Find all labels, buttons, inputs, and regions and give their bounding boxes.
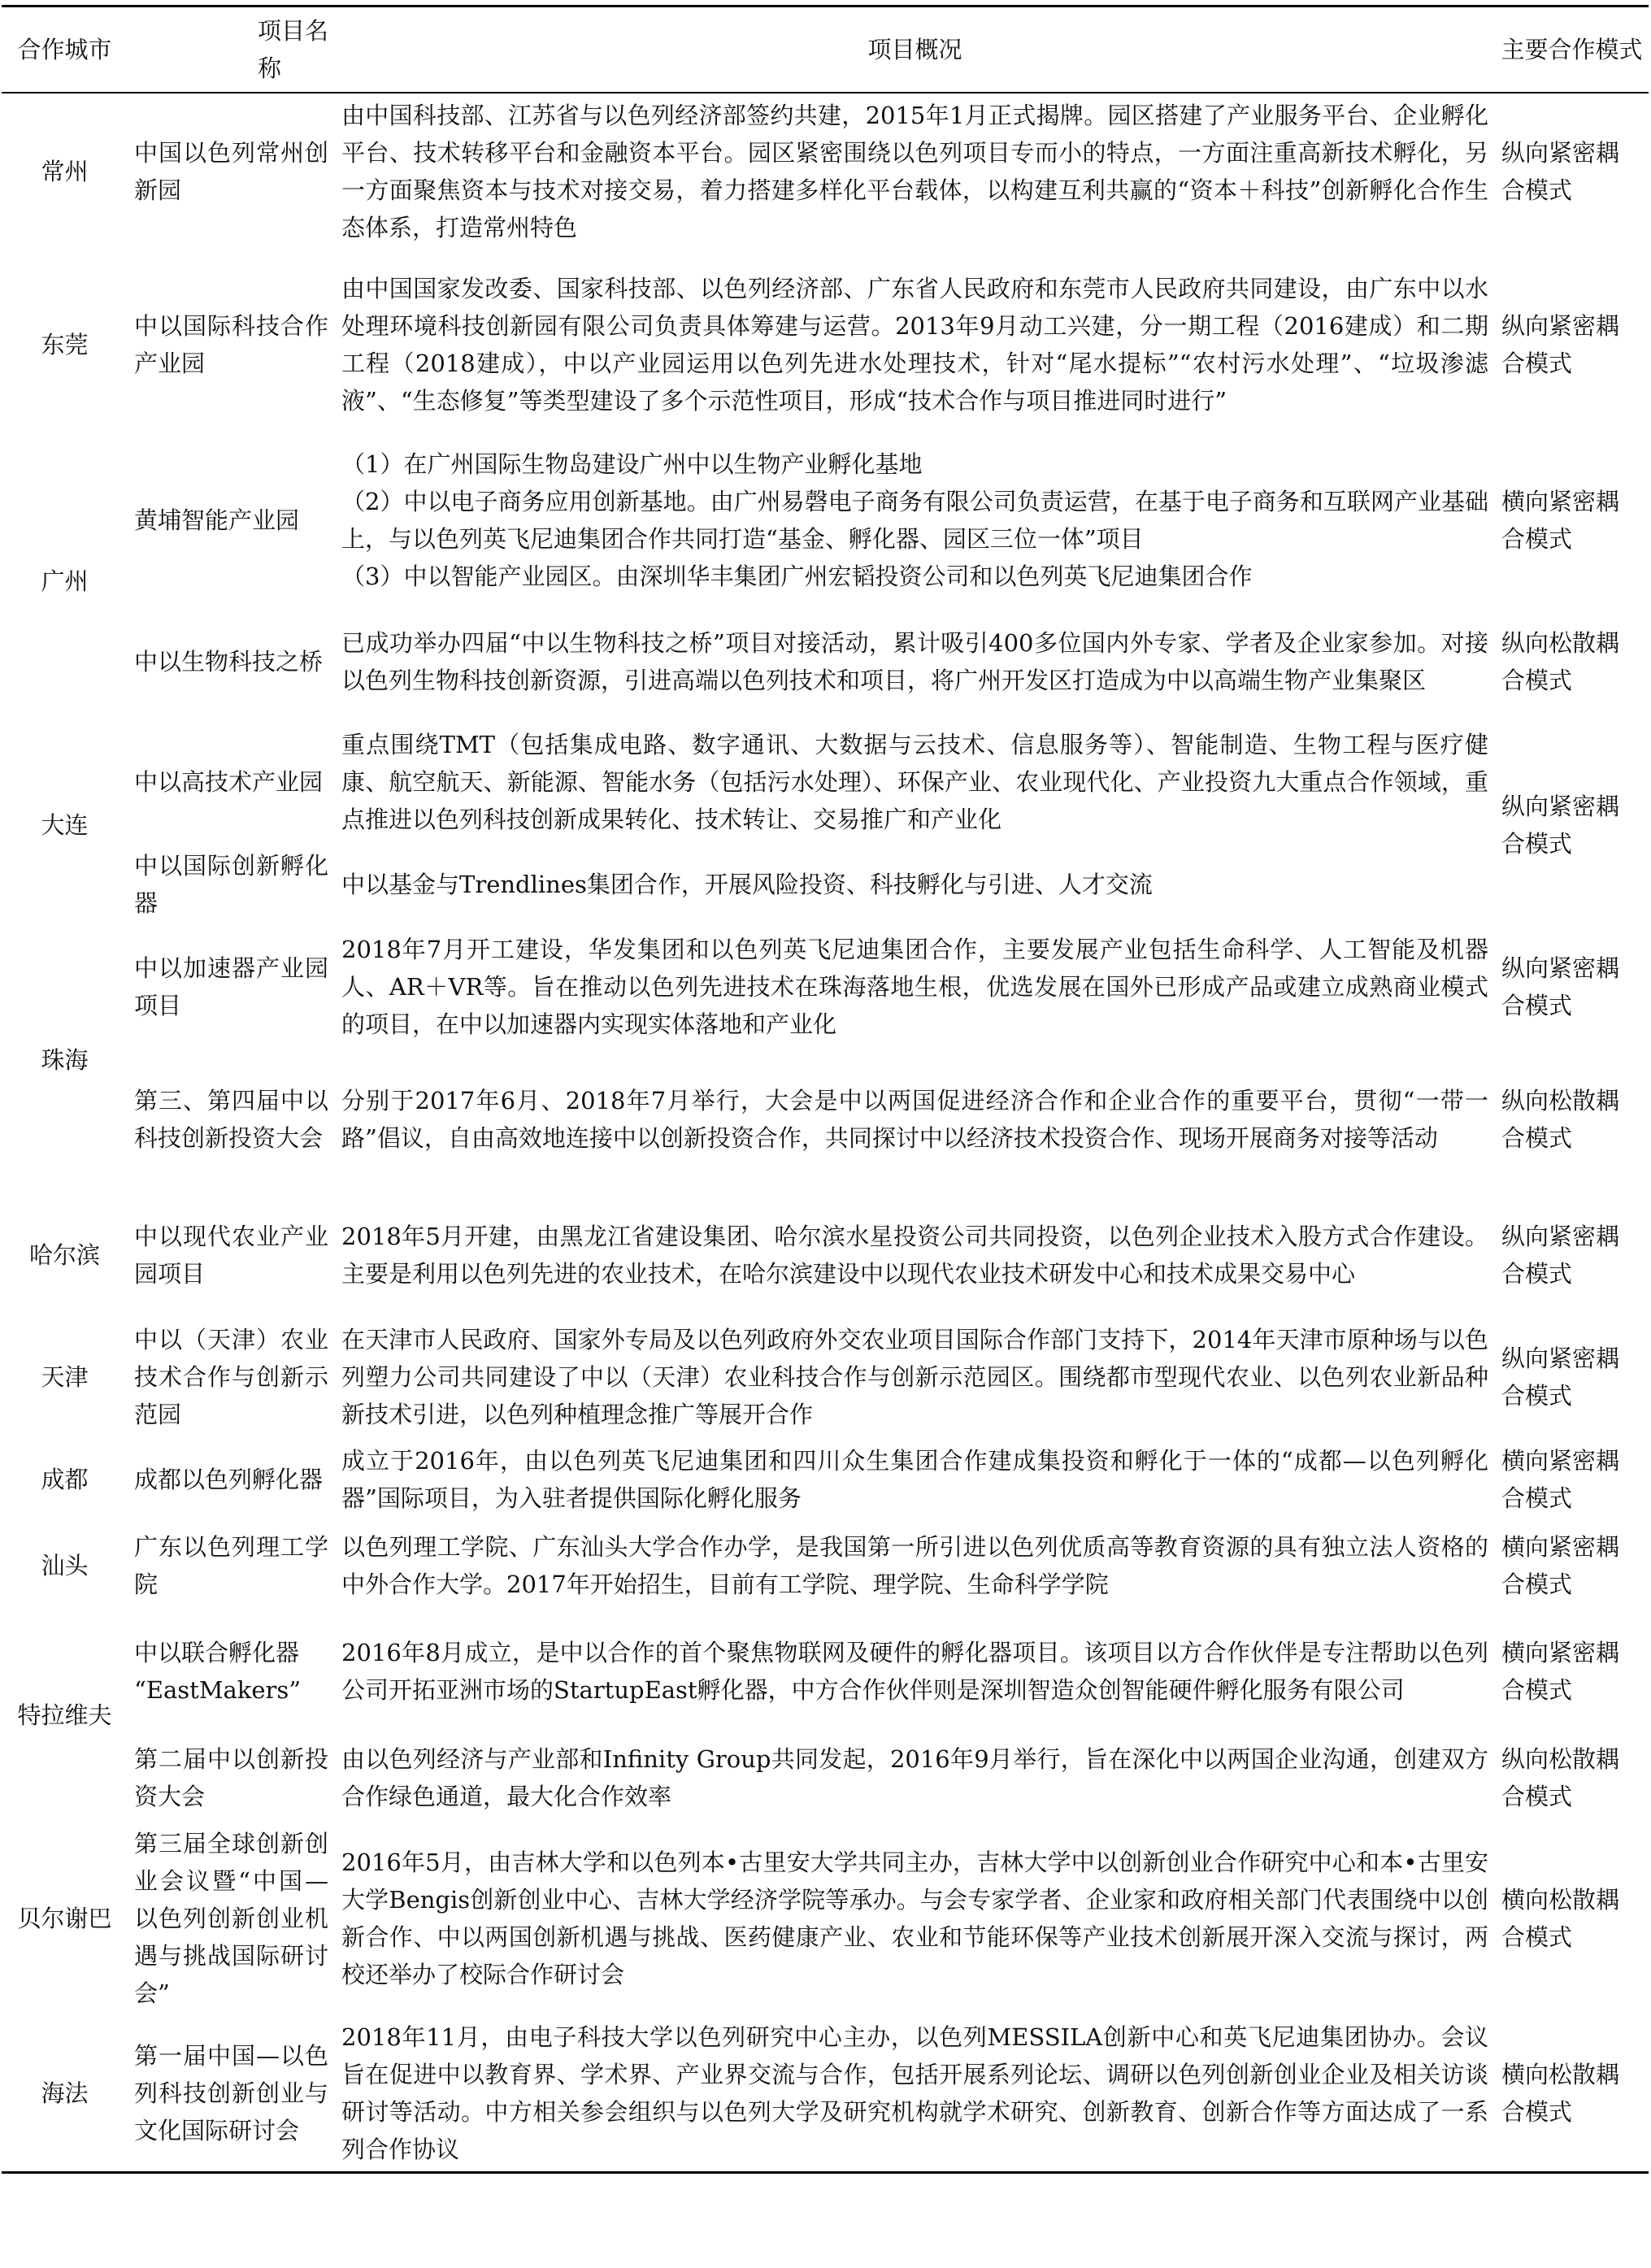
project-overview-cell: 以色列理工学院、广东汕头大学合作办学，是我国第一所引进以色列优质高等教育资源的具有独立法人资格的中外合作大学。2017年开始招生，目前有工学院、理学院、生命科学学院 <box>341 1533 1488 1598</box>
project-name-cell: 第一届中国—以色列科技创新创业与文化国际研讨会 <box>128 2015 335 2173</box>
project-name-cell: 中以加速器产业园项目 <box>134 954 328 1019</box>
table-row <box>2 250 1649 440</box>
project-overview-cell: 已成功举办四届“中以生物科技之桥”项目对接活动，累计吸引400多位国内外专家、学者及企业家参加。对接以色列生物科技创新资源，引进高端以色列技术和项目，将广州开发区打造成为中以高端生物产业集聚区 <box>341 629 1488 694</box>
cooperation-mode-cell: 纵向紧密耦合模式 <box>1501 793 1620 858</box>
project-name-cell: 第三届全球创新创业会议暨“中国—以色列创新创业机遇与挑战国际研讨会” <box>134 1830 328 2007</box>
cooperation-mode-cell: 纵向松散耦合模式 <box>1501 629 1620 694</box>
project-overview-cell: 由以色列经济与产业部和Infinity Group共同发起，2016年9月举行，旨在深化中以两国企业沟通，创建双方合作绿色通道，最大化合作效率 <box>341 1745 1488 1810</box>
cooperation-mode-cell: 横向紧密耦合模式 <box>1501 1447 1620 1512</box>
cooperation-mode-cell: 横向紧密耦合模式 <box>1501 1533 1620 1598</box>
project-overview-cell: 中以基金与Trendlines集团合作，开展风险投资、科技孵化与引进、人才交流 <box>341 871 1153 898</box>
table-row <box>2 601 1649 723</box>
table-row <box>2 1523 1649 1609</box>
header-project-name: 项目名称 <box>128 7 335 93</box>
project-overview-cell: 2016年8月成立，是中以合作的首个聚焦物联网及硬件的孵化器项目。该项目以方合作伙伴是专注帮助以色列公司开拓亚洲市场的StartupEast孵化器，中方合作伙伴则是深圳智造众创智能硬件孵化服务有限公司 <box>341 1639 1488 1704</box>
project-overview-cell: 在天津市人民政府、国家外专局及以色列政府外交农业项目国际合作部门支持下，2014年天津市原种场与以色列塑力公司共同建设了中以（天津）农业科技合作与创新示范园区。围绕都市型现代农业、以色列农业新品种新技术引进，以色列种植理念推广等展开合作 <box>341 1326 1488 1428</box>
table-row <box>2 1318 1649 1436</box>
cooperation-mode-cell: 纵向紧密耦合模式 <box>1501 1345 1620 1410</box>
table-row <box>2 1609 1649 1734</box>
header-city: 合作城市 <box>2 7 128 93</box>
cooperation-mode-cell: 纵向紧密耦合模式 <box>1501 954 1620 1019</box>
cooperation-mode-cell: 纵向紧密耦合模式 <box>1501 312 1620 377</box>
cooperation-projects-table <box>2 5 1649 2174</box>
project-name-cell: 中以国际科技合作产业园 <box>134 312 328 377</box>
table-row <box>2 928 1649 1046</box>
project-overview-cell: 成立于2016年，由以色列英飞尼迪集团和四川众生集团合作建成集投资和孵化于一体的“成都—以色列孵化器”国际项目，为入驻者提供国际化孵化服务 <box>341 1447 1488 1512</box>
project-name-cell: 中以国际创新孵化器 <box>134 852 328 917</box>
table-row <box>2 1734 1649 1822</box>
cooperation-mode-cell: 纵向紧密耦合模式 <box>1501 139 1620 204</box>
city-cell: 特拉维夫 <box>17 1701 112 1729</box>
city-cell: 广州 <box>41 567 89 595</box>
city-cell: 东莞 <box>41 331 89 358</box>
project-overview-cell: 由中国国家发改委、国家科技部、以色列经济部、广东省人民政府和东莞市人民政府共同建设，由广东中以水处理环境科技创新园有限公司负责具体筹建与运营。2013年9月动工兴建，分一期工程（2016建成）和二期工程（2018建成），中以产业园运用以色列先进水处理技术，针对“尾水提标”“农村污水处理”、“垃圾渗滤液”、“生态修复”等类型建设了多个示范性项目，形成“技术合作与项目推进同时进行” <box>341 275 1488 415</box>
table-row <box>2 93 1649 250</box>
cooperation-mode-cell: 纵向松散耦合模式 <box>1501 1745 1620 1810</box>
table-row <box>2 2015 1649 2173</box>
project-name-cell: 中国以色列常州创新园 <box>134 139 328 204</box>
overview-item: （3）中以智能产业园区。由深圳华丰集团广州宏韬投资公司和以色列英飞尼迪集团合作 <box>341 563 1253 590</box>
project-name-cell <box>128 1609 335 1734</box>
project-name-cell: 中以现代农业产业园项目 <box>134 1223 328 1288</box>
project-name-line: 中以联合孵化器 <box>134 1639 300 1666</box>
project-overview-cell <box>335 440 1495 601</box>
cooperation-mode-cell: 横向紧密耦合模式 <box>1501 488 1620 553</box>
cooperation-mode-cell: 纵向紧密耦合模式 <box>1501 1223 1620 1288</box>
header-cooperation-mode: 主要合作模式 <box>1495 7 1649 93</box>
city-cell: 成都 <box>41 1466 89 1493</box>
overview-item: （1）在广州国际生物岛建设广州中以生物产业孵化基地 <box>341 450 923 478</box>
project-overview-cell: 2018年11月，由电子科技大学以色列研究中心主办，以色列MESSILA创新中心和英飞尼迪集团协办。会议旨在促进中以教育界、学术界、产业界交流与合作，包括开展系列论坛、调研以色列创新创业企业及相关访谈研讨等活动。中方相关参会组织与以色列大学及研究机构就学术研究、创新教育、创新合作等方面达成了一系列合作协议 <box>335 2015 1495 2173</box>
cooperation-mode-cell: 横向松散耦合模式 <box>1495 2015 1649 2173</box>
project-overview-cell: 由中国科技部、江苏省与以色列经济部签约共建，2015年1月正式揭牌。园区搭建了产业服务平台、企业孵化平台、技术转移平台和金融资本平台。园区紧密围绕以色列项目专而小的特点，一方面注重高新技术孵化，另一方面聚焦资本与技术对接交易，着力搭建多样化平台载体，以构建互利共赢的“资本＋科技”创新孵化合作生态体系，打造常州特色 <box>341 102 1488 241</box>
city-cell: 海法 <box>2 2015 128 2173</box>
cooperation-mode-cell: 横向紧密耦合模式 <box>1501 1639 1620 1704</box>
table-row <box>2 841 1649 928</box>
table-row <box>2 1822 1649 2015</box>
project-name-cell: 黄埔智能产业园 <box>134 506 300 534</box>
city-cell: 汕头 <box>41 1552 89 1579</box>
project-name-cell: 成都以色列孵化器 <box>134 1466 324 1493</box>
header-project-overview: 项目概况 <box>335 7 1495 93</box>
city-cell: 常州 <box>41 158 89 185</box>
project-name-cell: 中以高技术产业园 <box>134 768 324 796</box>
project-overview-cell: 分别于2017年6月、2018年7月举行，大会是中以两国促进经济合作和企业合作的重要平台，贯彻“一带一路”倡议，自由高效地连接中以创新投资合作，共同探讨中以经济技术投资合作、现场开展商务对接等活动 <box>341 1087 1488 1152</box>
project-name-cell: 广东以色列理工学院 <box>134 1533 328 1598</box>
cooperation-mode-cell: 纵向松散耦合模式 <box>1501 1087 1620 1152</box>
project-overview-cell: 2018年5月开建，由黑龙江省建设集团、哈尔滨水星投资公司共同投资，以色列企业技术入股方式合作建设。主要是利用以色列先进的农业技术，在哈尔滨建设中以现代农业技术研发中心和技术成果交易中心 <box>341 1223 1488 1288</box>
city-cell: 珠海 <box>41 1046 89 1074</box>
city-cell: 哈尔滨 <box>28 1241 100 1269</box>
project-name-cell: 第三、第四届中以科技创新投资大会 <box>134 1087 328 1152</box>
overview-item: （2）中以电子商务应用创新基地。由广州易磬电子商务有限公司负责运营，在基于电子商务和互联网产业基础上，与以色列英飞尼迪集团合作共同打造“基金、孵化器、园区三位一体”项目 <box>341 488 1488 553</box>
project-name-line: “EastMakers” <box>134 1676 302 1704</box>
project-name-cell: 中以生物科技之桥 <box>134 648 324 676</box>
project-overview-cell: 2016年5月，由吉林大学和以色列本•古里安大学共同主办，吉林大学中以创新创业合作研究中心和本•古里安大学Bengis创新创业中心、吉林大学经济学院等承办。与会专家学者、企业家和政府相关部门代表围绕中以创新合作、中以两国创新机遇与挑战、医药健康产业、农业和节能环保等产业技术创新展开深入交流与探讨，两校还举办了校际合作研讨会 <box>341 1849 1488 1988</box>
city-cell: 大连 <box>41 811 89 839</box>
table-header-row <box>2 7 1649 93</box>
table-row <box>2 1046 1649 1193</box>
city-cell: 贝尔谢巴 <box>17 1905 112 1932</box>
project-overview-cell: 2018年7月开工建设，华发集团和以色列英飞尼迪集团合作，主要发展产业包括生命科学、人工智能及机器人、AR＋VR等。旨在推动以色列先进技术在珠海落地生根，优选发展在国外已形成产品或建立成熟商业模式的项目，在中以加速器内实现实体落地和产业化 <box>341 936 1488 1038</box>
cooperation-mode-cell: 横向松散耦合模式 <box>1501 1886 1620 1951</box>
table-row <box>2 723 1649 841</box>
project-overview-cell: 重点围绕TMT（包括集成电路、数字通讯、大数据与云技术、信息服务等）、智能制造、生物工程与医疗健康、航空航天、新能源、智能水务（包括污水处理）、环保产业、农业现代化、产业投资九大重点合作领域，重点推进以色列科技创新成果转化、技术转让、交易推广和产业化 <box>341 731 1488 833</box>
project-name-cell: 第二届中以创新投资大会 <box>134 1745 328 1810</box>
table-row <box>2 1436 1649 1523</box>
table-row <box>2 1193 1649 1318</box>
table-row <box>2 440 1649 601</box>
project-name-cell: 中以（天津）农业技术合作与创新示范园 <box>134 1326 328 1428</box>
city-cell: 天津 <box>41 1363 89 1391</box>
